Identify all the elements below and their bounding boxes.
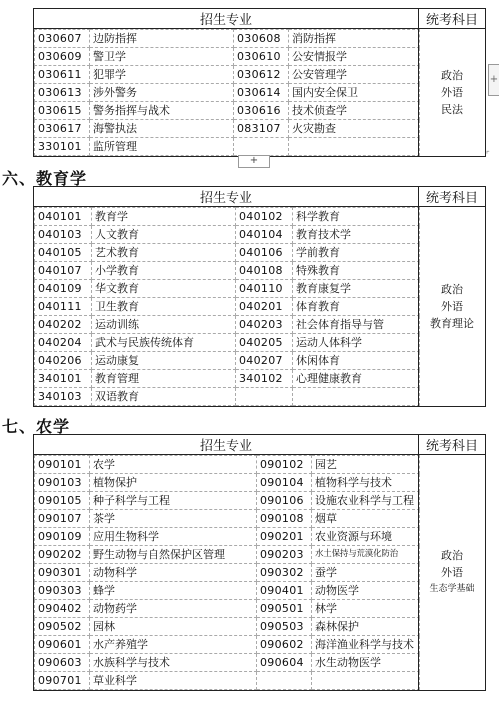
major-name: 蚕学	[312, 564, 420, 582]
major-code: 040105	[35, 244, 92, 262]
major-code: 040207	[236, 352, 293, 370]
major-name: 小学教育	[92, 262, 236, 280]
major-name: 警务指挥与战术	[90, 102, 234, 120]
major-name: 草业科学	[90, 672, 257, 690]
major-code: 090502	[35, 618, 90, 636]
major-code	[257, 672, 312, 690]
exam-subjects	[419, 29, 486, 157]
table-row	[35, 618, 420, 636]
major-code: 040111	[35, 298, 92, 316]
major-code: 340101	[35, 370, 92, 388]
major-name	[289, 138, 420, 156]
major-code: 090401	[257, 582, 312, 600]
table-row	[35, 654, 420, 672]
major-code: 030611	[35, 66, 90, 84]
major-name: 应用生物科学	[90, 528, 257, 546]
major-code: 040203	[236, 316, 293, 334]
major-name: 野生动物与自然保护区管理	[90, 546, 257, 564]
major-code: 040106	[236, 244, 293, 262]
major-name	[312, 672, 420, 690]
exam-subject: 外语	[441, 300, 463, 313]
major-code: 040201	[236, 298, 293, 316]
section6-table	[33, 186, 486, 407]
table-row	[35, 600, 420, 618]
header-major: 招生专业	[34, 187, 419, 207]
table-row	[35, 334, 420, 352]
table-row	[35, 672, 420, 690]
major-name: 教育技术学	[293, 226, 420, 244]
exam-subject: 外语	[441, 86, 463, 99]
major-code: 040108	[236, 262, 293, 280]
table-row	[35, 474, 420, 492]
expand-handle[interactable]: +	[488, 64, 499, 96]
major-code: 340103	[35, 388, 92, 406]
major-code: 030614	[234, 84, 289, 102]
major-name: 警卫学	[90, 48, 234, 66]
exam-subject: 政治	[441, 69, 463, 82]
major-code	[236, 388, 293, 406]
major-code: 090102	[257, 456, 312, 474]
major-code: 040101	[35, 208, 92, 226]
section7-heading: 七、农学	[2, 417, 71, 436]
table-row	[35, 84, 420, 102]
major-name: 农学	[90, 456, 257, 474]
table-row	[35, 102, 420, 120]
table-row	[35, 298, 420, 316]
major-code: 090202	[35, 546, 90, 564]
major-code: 040102	[236, 208, 293, 226]
major-code: 040110	[236, 280, 293, 298]
major-name: 运动训练	[92, 316, 236, 334]
table-row	[35, 244, 420, 262]
exam-subject: 政治	[441, 549, 463, 562]
table-row	[35, 636, 420, 654]
major-code: 040109	[35, 280, 92, 298]
major-code: 030613	[35, 84, 90, 102]
major-name: 海警执法	[90, 120, 234, 138]
major-name: 教育康复学	[293, 280, 420, 298]
table-row	[35, 582, 420, 600]
major-name: 园艺	[312, 456, 420, 474]
major-name: 科学教育	[293, 208, 420, 226]
majors-cell	[34, 207, 419, 407]
major-code: 090503	[257, 618, 312, 636]
major-name: 茶学	[90, 510, 257, 528]
major-code: 090602	[257, 636, 312, 654]
major-name: 动物医学	[312, 582, 420, 600]
major-code: 090107	[35, 510, 90, 528]
exam-subjects	[419, 455, 486, 691]
major-code: 090701	[35, 672, 90, 690]
major-name: 华文教育	[92, 280, 236, 298]
table-row	[35, 48, 420, 66]
table-row	[35, 510, 420, 528]
table-row	[35, 138, 420, 156]
major-name: 国内安全保卫	[289, 84, 420, 102]
exam-subjects	[419, 207, 486, 407]
major-code: 090105	[35, 492, 90, 510]
major-code: 090104	[257, 474, 312, 492]
major-code	[234, 138, 289, 156]
major-code: 040107	[35, 262, 92, 280]
header-exam: 统考科目	[419, 187, 486, 207]
table-row	[35, 208, 420, 226]
major-name: 学前教育	[293, 244, 420, 262]
exam-subject: 教育理论	[430, 317, 474, 330]
major-name: 水族科学与技术	[90, 654, 257, 672]
major-code: 090106	[257, 492, 312, 510]
add-row-button[interactable]: +	[238, 155, 270, 168]
major-name: 公安管理学	[289, 66, 420, 84]
major-code: 030607	[35, 30, 90, 48]
section7-table	[33, 434, 486, 691]
major-name: 植物科学与技术	[312, 474, 420, 492]
major-name: 人文教育	[92, 226, 236, 244]
table-row	[35, 30, 420, 48]
header-major: 招生专业	[34, 9, 419, 29]
major-name: 武术与民族传统体育	[92, 334, 236, 352]
major-code: 030617	[35, 120, 90, 138]
table-row	[35, 492, 420, 510]
major-name: 公安情报学	[289, 48, 420, 66]
major-code: 090601	[35, 636, 90, 654]
major-name: 运动人体科学	[293, 334, 420, 352]
major-code: 090103	[35, 474, 90, 492]
major-name: 农业资源与环境	[312, 528, 420, 546]
header-exam: 统考科目	[419, 435, 486, 455]
exam-subject: 民法	[441, 103, 463, 116]
major-name: 动物科学	[90, 564, 257, 582]
majors-cell	[34, 455, 419, 691]
table-row	[35, 280, 420, 298]
major-code: 040205	[236, 334, 293, 352]
major-name: 林学	[312, 600, 420, 618]
major-name: 运动康复	[92, 352, 236, 370]
major-code: 030608	[234, 30, 289, 48]
table-row	[35, 352, 420, 370]
major-code: 090604	[257, 654, 312, 672]
major-code: 030609	[35, 48, 90, 66]
major-name: 水生动物医学	[312, 654, 420, 672]
major-code: 040204	[35, 334, 92, 352]
major-code: 090201	[257, 528, 312, 546]
table-row	[35, 546, 420, 564]
major-code: 040103	[35, 226, 92, 244]
major-name: 烟草	[312, 510, 420, 528]
major-code: 040202	[35, 316, 92, 334]
majors-cell	[34, 29, 419, 157]
major-name: 艺术教育	[92, 244, 236, 262]
major-name: 教育学	[92, 208, 236, 226]
majors-grid	[34, 207, 420, 406]
major-name: 水土保持与荒漠化防治	[312, 546, 420, 564]
major-name: 边防指挥	[90, 30, 234, 48]
major-name: 涉外警务	[90, 84, 234, 102]
major-name: 社会体育指导与管	[293, 316, 420, 334]
header-exam: 统考科目	[419, 9, 486, 29]
major-code: 090501	[257, 600, 312, 618]
major-name: 教育管理	[92, 370, 236, 388]
major-name: 植物保护	[90, 474, 257, 492]
major-name: 水产养殖学	[90, 636, 257, 654]
major-name: 蜂学	[90, 582, 257, 600]
exam-subject: 外语	[441, 566, 463, 579]
major-name: 火灾勘查	[289, 120, 420, 138]
major-code: 030610	[234, 48, 289, 66]
section5-table	[33, 8, 486, 157]
major-name: 动物药学	[90, 600, 257, 618]
table-row	[35, 564, 420, 582]
header-major: 招生专业	[34, 435, 419, 455]
major-code: 030616	[234, 102, 289, 120]
major-name: 监所管理	[90, 138, 234, 156]
major-code: 083107	[234, 120, 289, 138]
table-row	[35, 528, 420, 546]
major-name: 特殊教育	[293, 262, 420, 280]
major-name: 消防指挥	[289, 30, 420, 48]
major-code: 030612	[234, 66, 289, 84]
major-code: 090603	[35, 654, 90, 672]
table-row	[35, 120, 420, 138]
major-code: 090402	[35, 600, 90, 618]
major-code: 090301	[35, 564, 90, 582]
exam-subject: 政治	[441, 283, 463, 296]
major-name: 心理健康教育	[293, 370, 420, 388]
major-name: 卫生教育	[92, 298, 236, 316]
table-row	[35, 370, 420, 388]
major-code: 090109	[35, 528, 90, 546]
major-code: 090101	[35, 456, 90, 474]
major-code: 090302	[257, 564, 312, 582]
major-name: 犯罪学	[90, 66, 234, 84]
table-row	[35, 316, 420, 334]
table-row	[35, 262, 420, 280]
major-name: 双语教育	[92, 388, 236, 406]
majors-grid	[34, 455, 420, 690]
major-name: 设施农业科学与工程	[312, 492, 420, 510]
major-name: 森林保护	[312, 618, 420, 636]
table-row	[35, 456, 420, 474]
major-name: 种子科学与工程	[90, 492, 257, 510]
major-name: 海洋渔业科学与技术	[312, 636, 420, 654]
section6-heading: 六、教育学	[2, 169, 88, 188]
major-name: 园林	[90, 618, 257, 636]
major-name: 体育教育	[293, 298, 420, 316]
table-row	[35, 226, 420, 244]
major-name: 休闲体育	[293, 352, 420, 370]
major-code: 330101	[35, 138, 90, 156]
major-name	[293, 388, 420, 406]
major-code: 090303	[35, 582, 90, 600]
major-code: 030615	[35, 102, 90, 120]
major-name: 技术侦查学	[289, 102, 420, 120]
table-row	[35, 388, 420, 406]
major-code: 090203	[257, 546, 312, 564]
major-code: 090108	[257, 510, 312, 528]
exam-subject: 生态学基础	[429, 584, 475, 594]
major-code: 040206	[35, 352, 92, 370]
table-row	[35, 66, 420, 84]
majors-grid	[34, 29, 420, 156]
major-code: 040104	[236, 226, 293, 244]
resize-corner-icon[interactable]: ⌜	[486, 150, 490, 159]
major-code: 340102	[236, 370, 293, 388]
